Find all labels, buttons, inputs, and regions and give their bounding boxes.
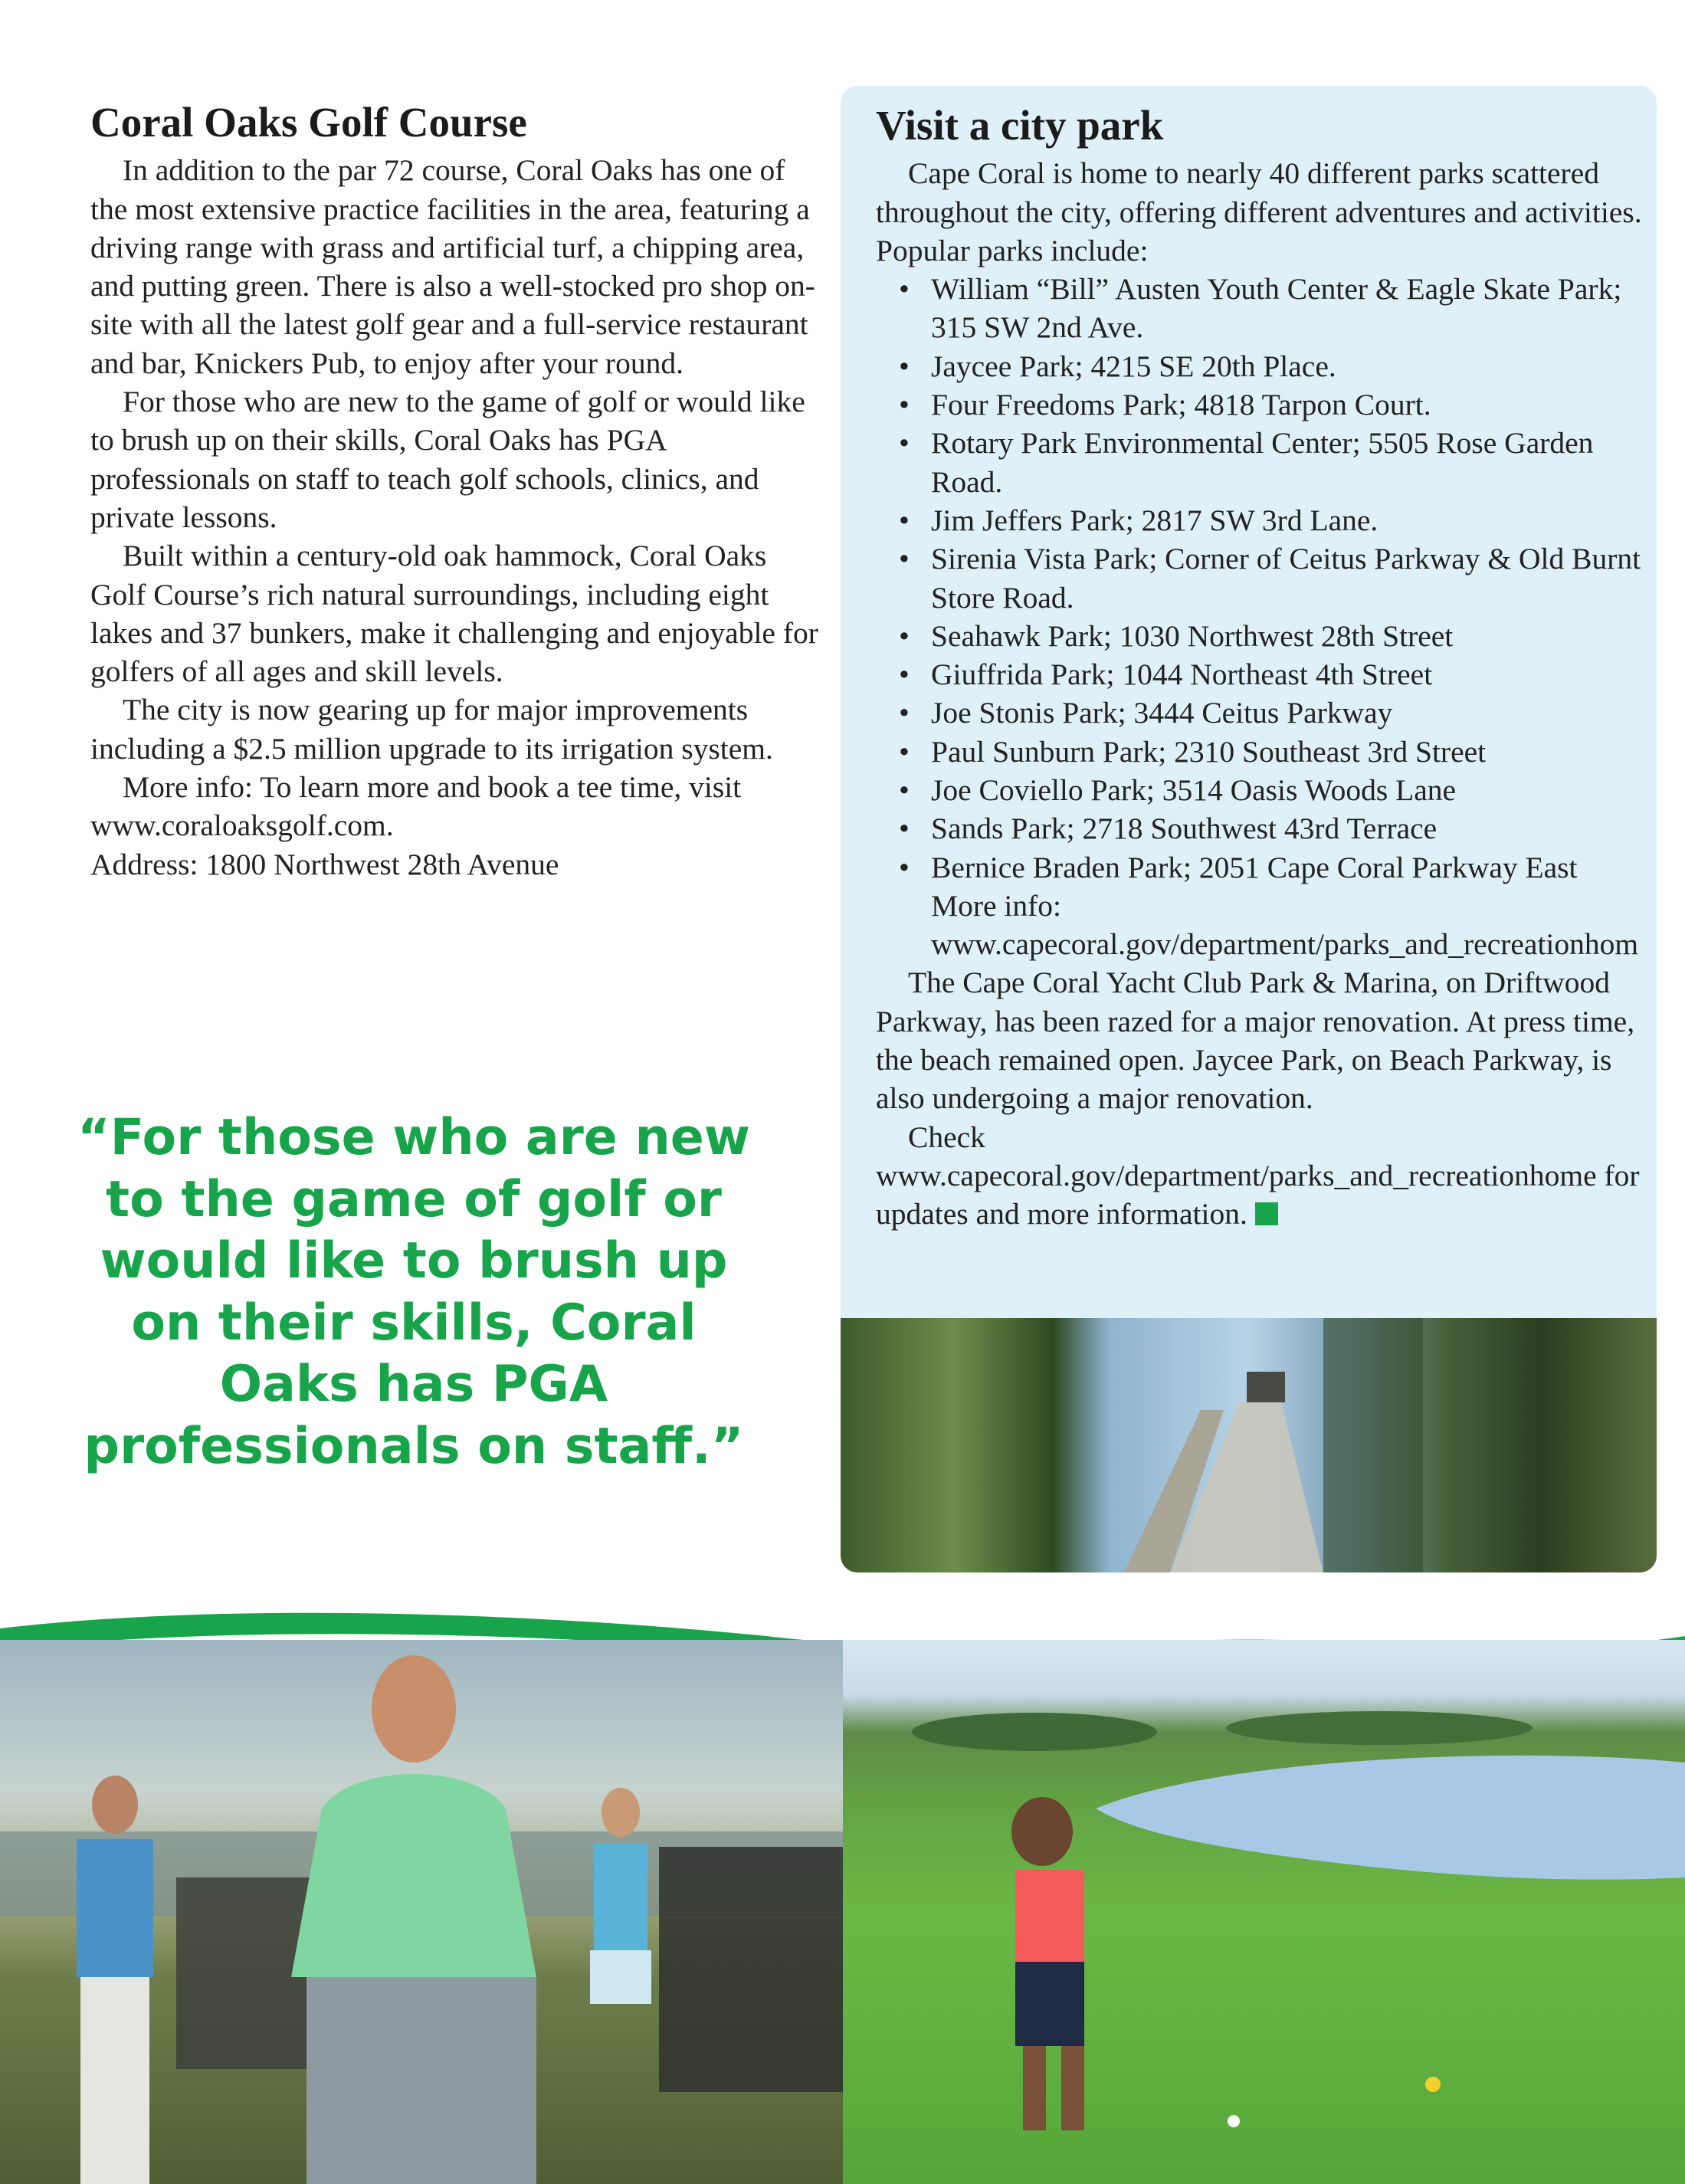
list-item bbox=[876, 809, 1642, 848]
park-name: Sands Park; 2718 Southwest 43rd Terrace bbox=[931, 812, 1437, 846]
sidebar-paragraph: The Cape Coral Yacht Club Park & Marina, on Driftwood Parkway, has been razed for a major renovation. At press time, the beach remained open. Jaycee Park, on Beach Parkway, is also undergoing a major renovation. bbox=[876, 966, 1635, 1116]
park-name: Paul Sunburn Park; 2310 Southeast 3rd Street bbox=[931, 734, 1487, 769]
list-item bbox=[876, 617, 1642, 655]
sidebar-paragraph bbox=[876, 1118, 1642, 1234]
bullet-icon: • bbox=[899, 696, 910, 730]
bullet-icon: • bbox=[899, 542, 910, 576]
dock-illustration bbox=[841, 1318, 1657, 1572]
park-name: Sirenia Vista Park; Corner of Ceitus Parkway & Old Burnt Store Road. bbox=[931, 542, 1641, 615]
golfers-photo bbox=[0, 1640, 843, 2184]
article-paragraph: In addition to the par 72 course, Coral Oaks has one of the most extensive practice facilities in the area, featuring a driving range with grass and artificial turf, a chipping area, and putting green. There is also a well-stocked pro shop on-site with all the latest golf gear and a full-service restaurant and bar, Knickers Pub, to enjoy after your round. bbox=[90, 153, 815, 380]
list-item bbox=[876, 385, 1642, 424]
bullet-icon: • bbox=[899, 272, 910, 307]
list-item bbox=[876, 848, 1642, 964]
park-name: Jim Jeffers Park; 2817 SW 3rd Lane. bbox=[931, 503, 1378, 537]
sidebar-content bbox=[876, 101, 1642, 1234]
park-name: Seahawk Park; 1030 Northwest 28th Street bbox=[931, 618, 1454, 653]
dock-photo bbox=[841, 1318, 1657, 1572]
park-name: Jaycee Park; 4215 SE 20th Place. bbox=[931, 349, 1336, 383]
sidebar-title: Visit a city park bbox=[876, 102, 1164, 149]
park-name: Bernice Braden Park; 2051 Cape Coral Parkway East More info: www.capecoral.gov/department/parks_and_recreationhom bbox=[931, 850, 1639, 962]
bullet-icon: • bbox=[899, 618, 910, 653]
list-item bbox=[876, 771, 1642, 809]
golf-course-article bbox=[90, 98, 818, 884]
article-paragraph: For those who are new to the game of golf or would like to brush up on their skills, Coral Oaks has PGA professionals on staff to teach golf schools, clinics, and private lessons. bbox=[90, 385, 805, 534]
article-address: Address: 1800 Northwest 28th Avenue bbox=[90, 847, 559, 881]
bullet-icon: • bbox=[899, 426, 910, 461]
list-item bbox=[876, 347, 1642, 385]
article-paragraph: Built within a century-old oak hammock, Coral Oaks Golf Course’s rich natural surroundings, including eight lakes and 37 bunkers, make it challenging and enjoyable for golfers of all ages and skill levels. bbox=[90, 539, 818, 689]
park-list bbox=[876, 270, 1642, 963]
list-item bbox=[876, 539, 1642, 617]
article-paragraph: The city is now gearing up for major improvements including a $2.5 million upgrade to its irrigation system. bbox=[90, 693, 773, 766]
bullet-icon: • bbox=[899, 388, 910, 422]
city-park-sidebar bbox=[841, 86, 1657, 1572]
golfer-swing-photo bbox=[843, 1640, 1685, 2184]
bullet-icon: • bbox=[899, 850, 910, 884]
end-mark-icon bbox=[1255, 1202, 1278, 1225]
park-name: Joe Coviello Park; 3514 Oasis Woods Lane bbox=[931, 773, 1457, 807]
park-name: Four Freedoms Park; 4818 Tarpon Court. bbox=[931, 388, 1431, 422]
bullet-icon: • bbox=[899, 657, 910, 692]
bullet-icon: • bbox=[899, 503, 910, 537]
pull-quote: “For those who are new to the game of golf or would like to brush up on their skills, Coral Oaks has PGA professionals on staff.” bbox=[77, 1109, 750, 1475]
golfers-illustration bbox=[0, 1640, 843, 2184]
article-body bbox=[90, 151, 818, 884]
article-paragraph: More info: To learn more and book a tee time, visit www.coraloaksgolf.com. bbox=[90, 770, 742, 843]
list-item bbox=[876, 270, 1642, 347]
list-item bbox=[876, 694, 1642, 732]
list-item bbox=[876, 501, 1642, 539]
golf-course-illustration bbox=[843, 1640, 1685, 2184]
list-item bbox=[876, 424, 1642, 501]
article-title: Coral Oaks Golf Course bbox=[90, 99, 527, 146]
sidebar-body bbox=[876, 154, 1642, 1233]
park-name: Rotary Park Environmental Center; 5505 Rose Garden Road. bbox=[931, 426, 1594, 499]
list-item bbox=[876, 733, 1642, 771]
bullet-icon: • bbox=[899, 812, 910, 846]
park-list-heading: Popular parks include: bbox=[876, 233, 1149, 267]
sidebar-closing-text: Check www.capecoral.gov/department/parks_and_recreationhome for updates and more information. bbox=[876, 1120, 1640, 1231]
bullet-icon: • bbox=[899, 349, 910, 383]
park-name: Giuffrida Park; 1044 Northeast 4th Street bbox=[931, 657, 1433, 692]
park-name: William “Bill” Austen Youth Center & Eagle Skate Park; 315 SW 2nd Ave. bbox=[931, 272, 1622, 345]
list-item bbox=[876, 655, 1642, 694]
sidebar-intro: Cape Coral is home to nearly 40 different parks scattered throughout the city, offering different adventures and activities. bbox=[876, 156, 1642, 229]
bullet-icon: • bbox=[899, 773, 910, 807]
park-name: Joe Stonis Park; 3444 Ceitus Parkway bbox=[931, 696, 1393, 730]
bullet-icon: • bbox=[899, 734, 910, 769]
